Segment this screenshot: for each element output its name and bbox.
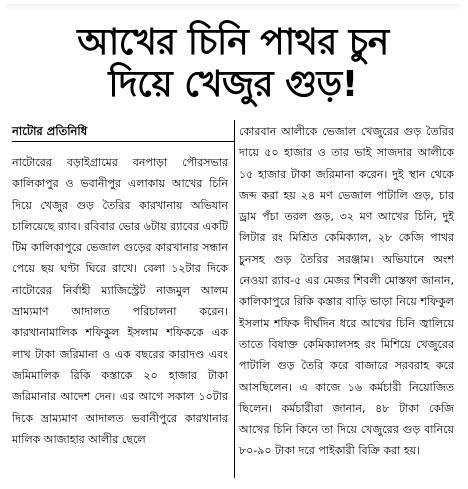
clipping-top-edge [6, 4, 460, 10]
headline-line-1: আখের চিনি পাথর চুন [77, 22, 389, 63]
headline [6, 22, 460, 106]
byline: নাটোর প্রতিনিধি [12, 122, 234, 142]
headline-line-2: দিয়ে খেজুর গুড়! [108, 64, 358, 105]
column-divider [234, 120, 235, 478]
article-column-right: কোরবান আলীকে ভেজাল খেজুরের গুড় তৈরির দায়ে ৫০ হাজার ও তার ভাই সাজদার আলীকে ১৫ হাজার টাকা জরিমানা করেন। দুই স্থান থেকে জব্দ করা হয় ২৪ মণ ভেজাল পাটালি গুড়, চার ড্রাম পঁচা তরল গুড়, ৩২ মণ আখের চিনি, দুই লিটার রং মিশ্রিত কেমিক্যাল, ২৮ কেজি পাথর চুনসহ গুড় তৈরির সরঞ্জাম। অভিযানে অংশ নেওয়া র‍্যাব-৫ এর মেজর শিবলী মোস্তফা জানান, কালিকাপুরে রিকি কস্তার বাড়ি ভাড়া নিয়ে শফিকুল ইসলাম শফিক দীর্ঘদিন ধরে আখের চিনি জ্বালিয়ে তাতে বিষাক্ত কেমিক্যালসহ রং মিশিয়ে খেজুরের পাটালি গুড় তৈরি করে বাজারে সরবরাহ করে আসছিলেন। এ কাজে ১৬ কর্মচারী নিয়োজিত ছিলেন। কর্মচারীরা জানান, ৪৮ টাকা কেজি আখের চিনি কিনে তা দিয়ে খেজুরের গুড় বানিয়ে ৮০-৯০ টাকা দরে পাইকারী বিক্রি করা হয়। [239, 125, 454, 458]
article-column-left: নাটোরের বড়াইগ্রামের বনপাড়া পৌরসভার কালিকাপুর ও ভবানীপুর এলাকায় আখের চিনি দিয়ে খেজুর গুড় তৈরির কারখানায় অভিযান চালিয়েছে র‍্যাব। রবিবার ভোর ৬টায় র‍্যাবের একটি টিম কালিকাপুরে ভেজাল গুড়ের কারখানার সন্ধান পেয়ে ছয় ঘণ্টা ঘিরে রাখে। বেলা ১২টার দিকে নাটোরের নির্বাহী ম্যাজিস্ট্রেট নাজমুল আলম ভ্রাম্যমাণ আদালত পরিচালনা করেন। কারখানামালিক শফিকুল ইসলাম শফিককে এক লাখ টাকা জরিমানা ও এক বছরের কারাদণ্ড এবং জমিমালিক রিকি কস্তাকে ২০ হাজার টাকা জরিমানার আদেশ দেন। এর আগে সকাল ১০টার দিকে ভ্রাম্যমাণ আদালত ভবানীপুরে কারখানার মালিক আজাহার আলীর ছেলে [12, 156, 228, 446]
newspaper-clipping [6, 4, 460, 484]
